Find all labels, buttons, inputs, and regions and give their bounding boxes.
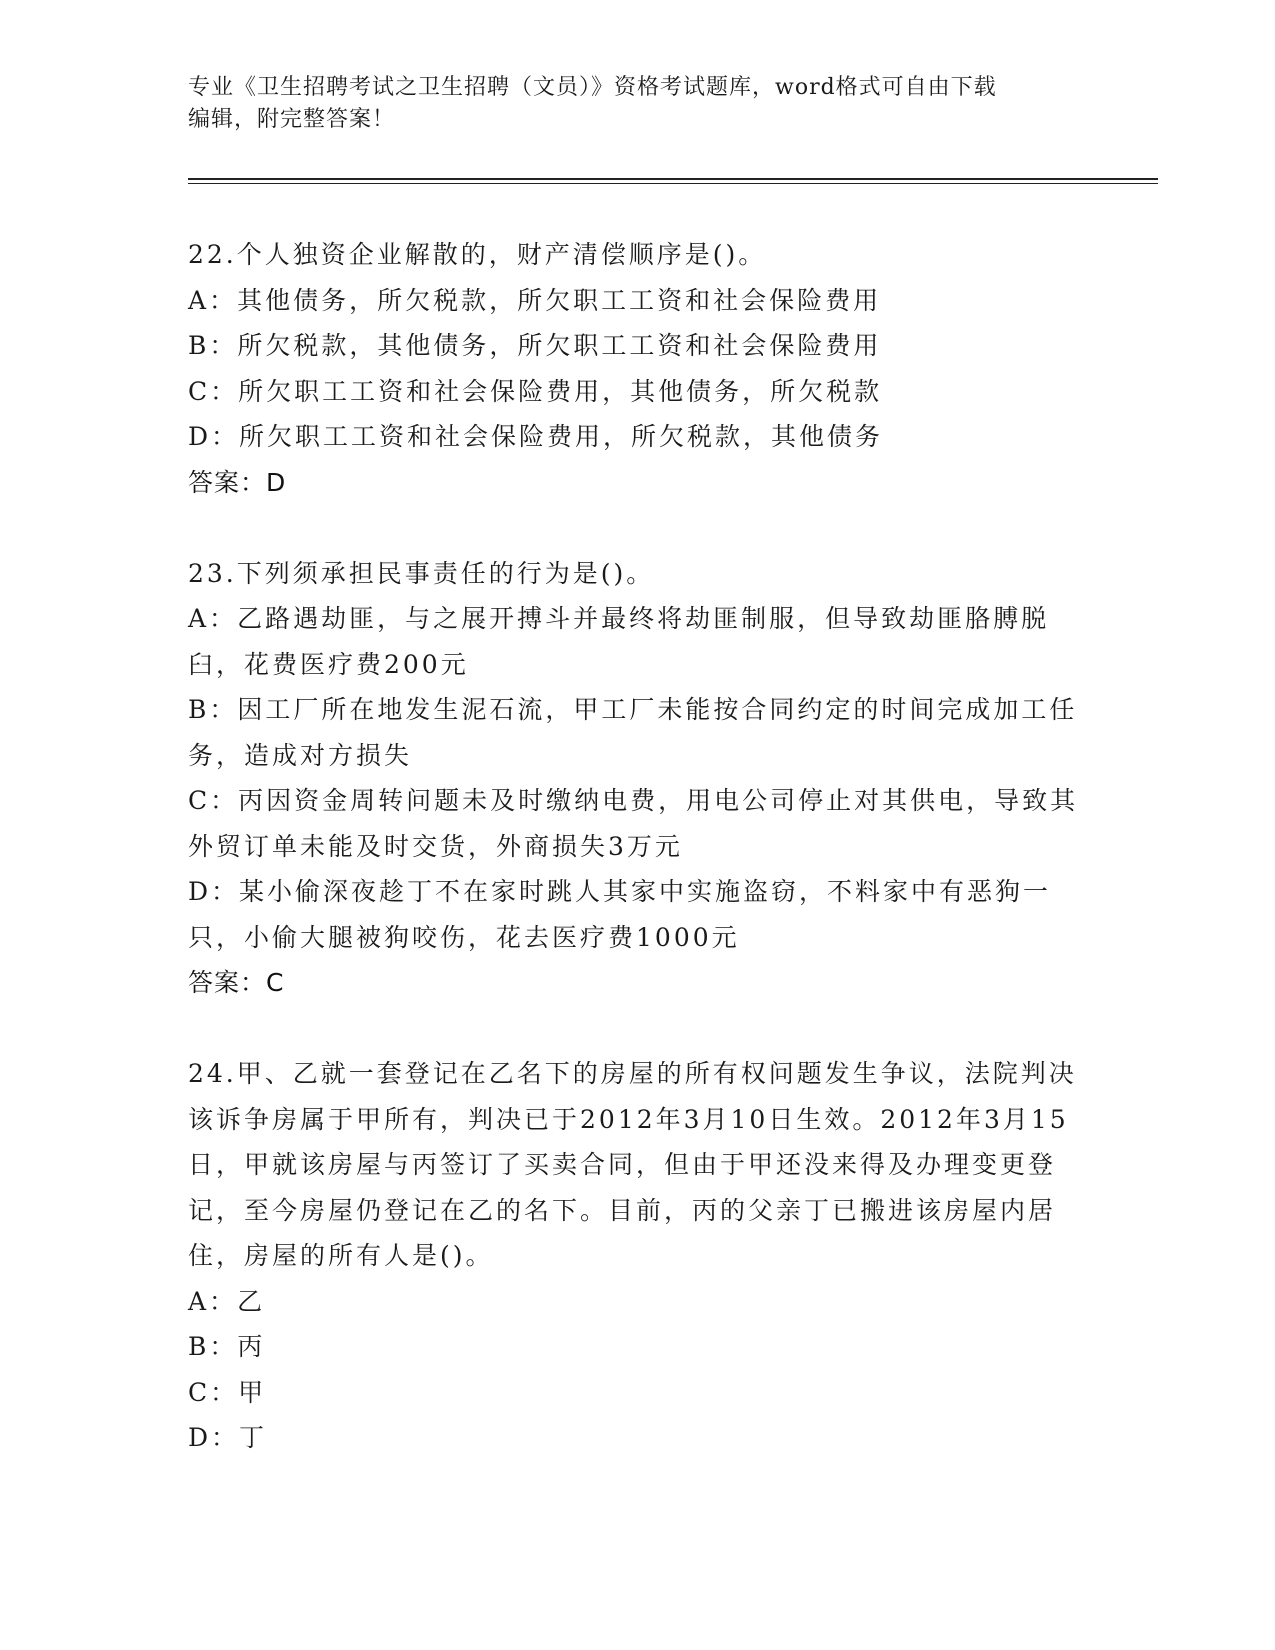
question-22: [188, 232, 1088, 505]
option-d: [188, 1415, 1088, 1461]
option-b: [188, 323, 1088, 369]
option-text: 甲: [238, 1377, 267, 1407]
option-a: [188, 1279, 1088, 1325]
option-text: 丙: [237, 1332, 266, 1361]
option-key: A：: [188, 604, 238, 633]
option-b: [188, 1324, 1088, 1370]
option-key: D：: [188, 877, 240, 906]
option-text: 因工厂所在地发生泥石流，甲工厂未能按合同约定的时间完成加工任务，造成对方损失: [188, 695, 1078, 770]
option-d: [188, 869, 1088, 960]
question-23: [188, 551, 1088, 1006]
option-text: 乙路遇劫匪，与之展开搏斗并最终将劫匪制服，但导致劫匪胳膊脱臼，花费医疗费200元: [188, 604, 1050, 679]
question-stem: 23.下列须承担民事责任的行为是()。: [188, 558, 655, 588]
question-stem: 24.甲、乙就一套登记在乙名下的房屋的所有权问题发生争议，法院判决该诉争房属于甲所有，判决已于2012年3月10日生效。2012年3月15日，甲就该房屋与丙签订了买卖合同，但由于甲还没来得及办理变更登记，至今房屋仍登记在乙的名下。目前，丙的父亲丁已搬进该房屋内居住，房屋的所有人是()。: [188, 1059, 1077, 1270]
header-line-2: 编辑，附完整答案！: [188, 107, 396, 132]
option-a: [188, 596, 1088, 687]
option-key: A：: [188, 1286, 238, 1316]
option-text: 丁: [239, 1423, 268, 1452]
option-key: B：: [188, 1332, 238, 1361]
question-list: [188, 232, 1088, 1507]
option-c: [188, 369, 1088, 415]
option-a: [188, 278, 1088, 324]
option-key: C：: [188, 376, 239, 406]
option-text: 乙: [237, 1286, 266, 1316]
answer-label: 答案：D: [188, 467, 287, 497]
option-b: [188, 687, 1088, 778]
option-text: 所欠职工工资和社会保险费用，所欠税款，其他债务: [239, 422, 884, 451]
option-c: [188, 778, 1088, 869]
option-text: 某小偷深夜趁丁不在家时跳人其家中实施盗窃，不料家中有恶狗一只，小偷大腿被狗咬伤，花去医疗费1000元: [188, 877, 1052, 952]
question-stem: 22.个人独资企业解散的，财产清偿顺序是()。: [188, 240, 767, 269]
option-key: B：: [188, 695, 238, 724]
header-line-1: 专业《卫生招聘考试之卫生招聘（文员）》资格考试题库，word格式可自由下载: [188, 75, 997, 100]
option-key: D：: [188, 422, 240, 451]
header-divider: [188, 178, 1158, 184]
document-header: [188, 72, 1088, 136]
option-text: 其他债务，所欠税款，所欠职工工资和社会保险费用: [237, 285, 882, 315]
question-24: [188, 1051, 1088, 1461]
answer-label: 答案：C: [188, 968, 285, 997]
option-text: 所欠税款，其他债务，所欠职工工资和社会保险费用: [237, 331, 882, 360]
option-key: D：: [188, 1423, 240, 1452]
option-text: 丙因资金周转问题未及时缴纳电费，用电公司停止对其供电，导致其外贸订单未能及时交货，外商损失3万元: [188, 786, 1079, 861]
option-key: C：: [188, 1377, 239, 1407]
option-text: 所欠职工工资和社会保险费用，其他债务，所欠税款: [238, 376, 883, 406]
option-key: C：: [188, 786, 239, 815]
option-key: B：: [188, 331, 238, 360]
option-key: A：: [188, 285, 238, 315]
option-c: [188, 1370, 1088, 1416]
option-d: [188, 414, 1088, 460]
